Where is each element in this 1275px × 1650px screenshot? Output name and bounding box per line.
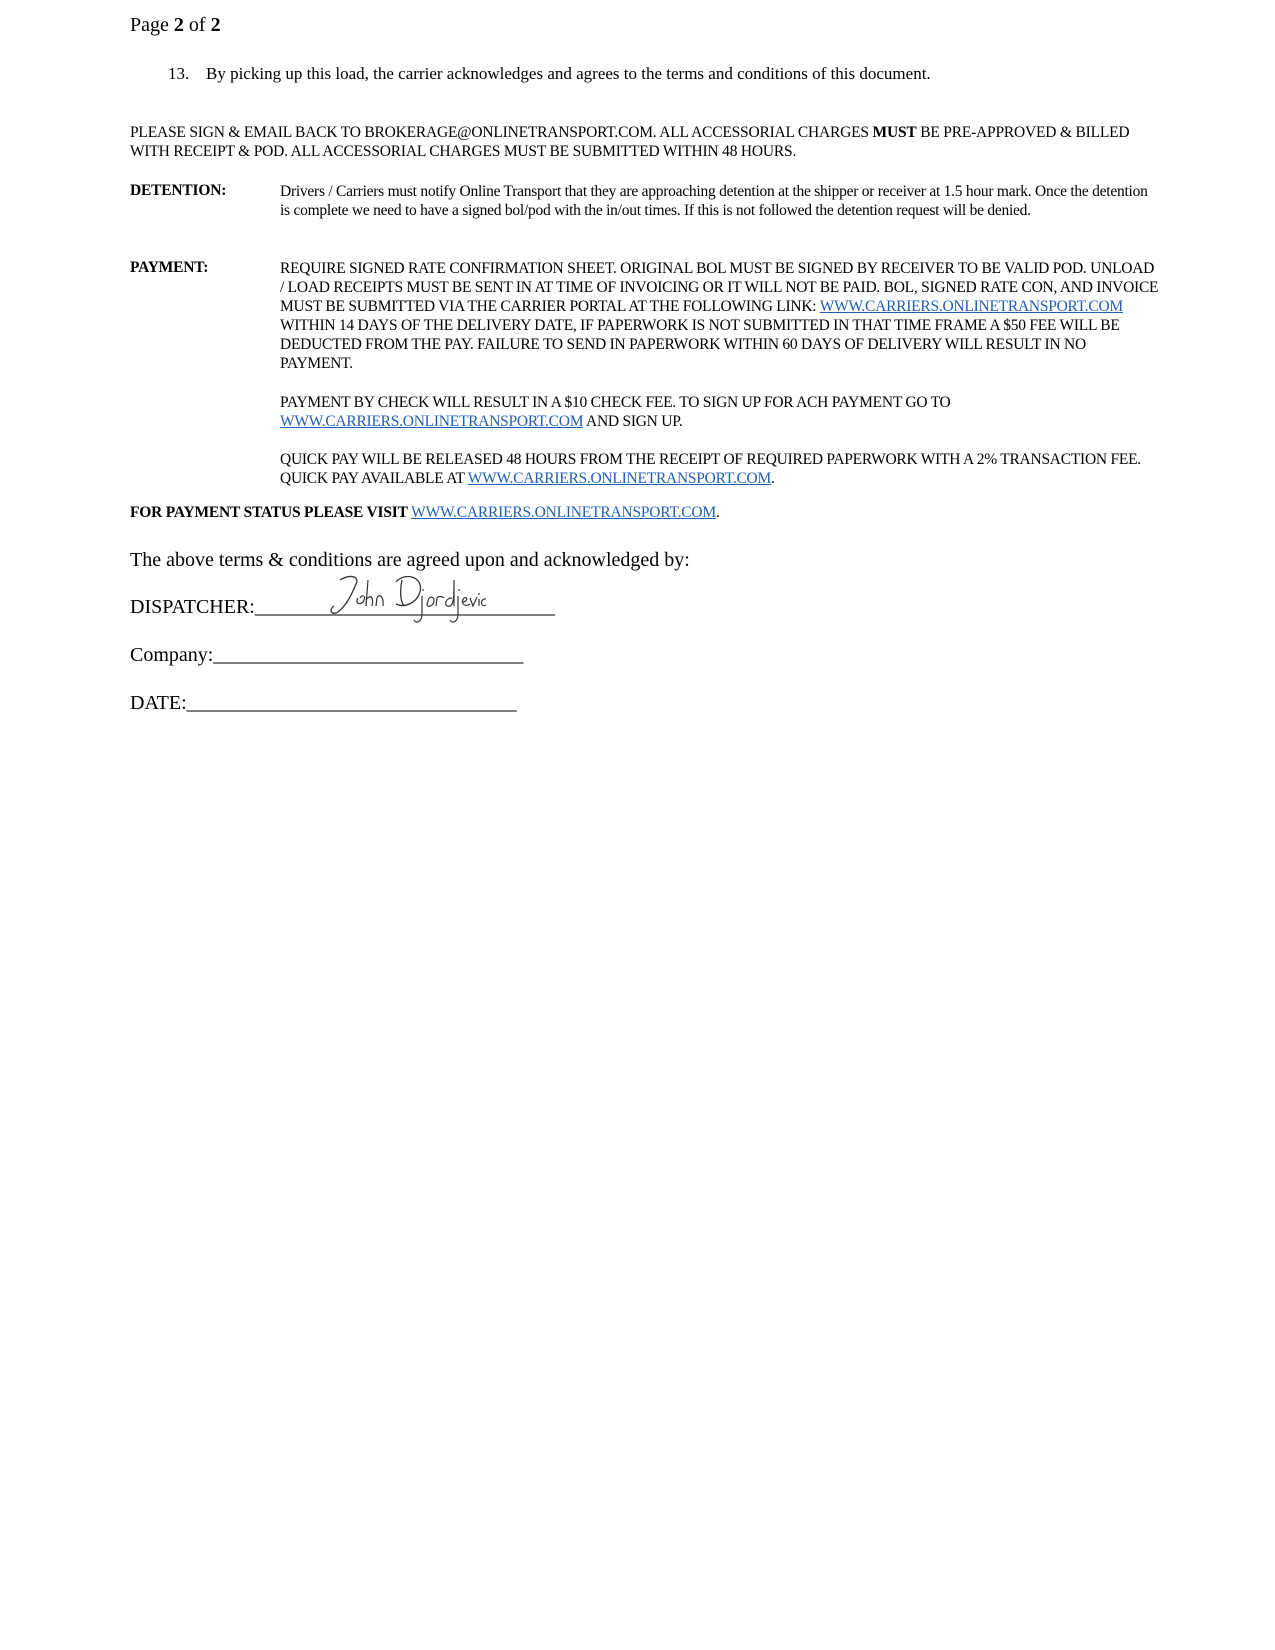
payment-status-line: FOR PAYMENT STATUS PLEASE VISIT WWW.CARRIERS.ONLINETRANSPORT.COM. — [130, 504, 720, 521]
detention-label: DETENTION: — [130, 182, 227, 199]
page-current: 2 — [173, 14, 184, 36]
payment-paragraph-2: PAYMENT BY CHECK WILL RESULT IN A $10 CHECK FEE. TO SIGN UP FOR ACH PAYMENT GO TO WWW.CARRIERS.ONLINETRANSPORT.COM AND SIGN UP. — [280, 394, 951, 430]
payment-paragraph-3: QUICK PAY WILL BE RELEASED 48 HOURS FROM THE RECEIPT OF REQUIRED PAPERWORK WITH A 2% TRANSACTION FEE. QUICK PAY AVAILABLE AT WWW.CARRIERS.ONLINETRANSPORT.COM. — [280, 451, 1141, 487]
term-number: 13. — [168, 64, 190, 83]
dispatcher-signature — [326, 570, 486, 628]
carrier-portal-link-1[interactable]: WWW.CARRIERS.ONLINETRANSPORT.COM — [819, 298, 1123, 315]
payment-paragraph-1: REQUIRE SIGNED RATE CONFIRMATION SHEET. ORIGINAL BOL MUST BE SIGNED BY RECEIVER TO BE VALID POD. UNLOAD / LOAD RECEIPTS MUST BE SENT IN AT TIME OF INVOICING OR IT WILL NOT BE PAID. BOL, SIGNED RATE CON, AND INVOICE MUST BE SUBMITTED VIA THE CARRIER PORTAL AT THE FOLLOWING LINK: WWW.CARRIERS.ONLINETRANSPORT.COM WITHIN 14 DAYS OF THE DELIVERY DATE, IF PAPERWORK IS NOT SUBMITTED IN THAT TIME FRAME A $50 FEE WILL BE DEDUCTED FROM THE PAY. FAILURE TO SEND IN PAPERWORK WITHIN 60 DAYS OF DELIVERY WILL RESULT IN NO PAYMENT. — [280, 260, 1159, 372]
page-indicator: Page 2 of 2 — [130, 14, 221, 36]
term-text: By picking up this load, the carrier acknowledges and agrees to the terms and conditions of this document. — [206, 64, 931, 83]
page-total: 2 — [210, 14, 221, 36]
date-field: DATE:_________________________________ — [130, 692, 517, 714]
carrier-portal-link-3[interactable]: WWW.CARRIERS.ONLINETRANSPORT.COM — [467, 470, 772, 487]
acknowledgement-text: The above terms & conditions are agreed upon and acknowledged by: — [130, 549, 690, 571]
payment-status-link[interactable]: WWW.CARRIERS.ONLINETRANSPORT.COM — [411, 504, 717, 521]
dispatcher-field: DISPATCHER:______________________________ — [130, 596, 555, 618]
carrier-portal-link-2[interactable]: WWW.CARRIERS.ONLINETRANSPORT.COM — [280, 413, 584, 430]
term-13 — [168, 64, 931, 84]
payment-label: PAYMENT: — [130, 259, 209, 276]
company-field: Company:_______________________________ — [130, 644, 524, 666]
detention-text: Drivers / Carriers must notify Online Transport that they are approaching detention at the shipper or receiver at 1.5 hour mark. Once the detention is complete we need to have a signed bol/pod with the in/out times. If this is not followed the detention request will be denied. — [280, 183, 1148, 219]
accessorial-notice: PLEASE SIGN & EMAIL BACK TO BROKERAGE@ONLINETRANSPORT.COM. ALL ACCESSORIAL CHARGES MUST BE PRE-APPROVED & BILLED WITH RECEIPT & POD. ALL ACCESSORIAL CHARGES MUST BE SUBMITTED WITHIN 48 HOURS. — [130, 124, 1130, 160]
